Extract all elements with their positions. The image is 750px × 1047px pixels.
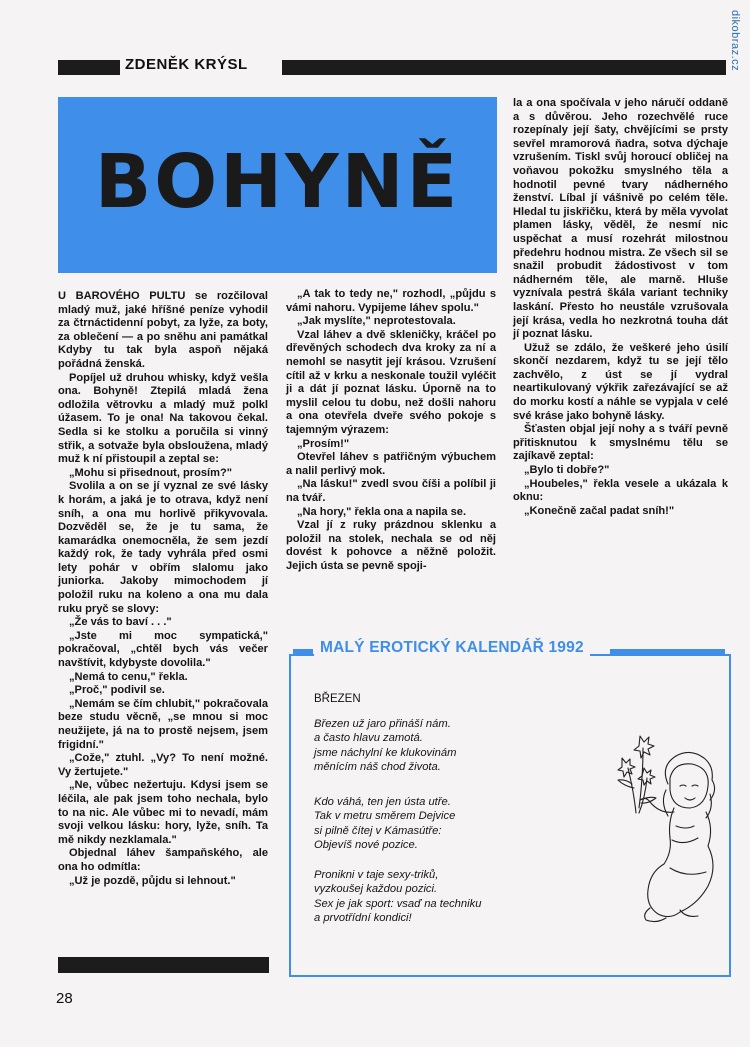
paragraph: „Nemá to cenu," řekla. bbox=[69, 670, 188, 683]
poem-line: Sex je jak sport: vsaď na techniku bbox=[314, 897, 482, 910]
poem-stanza-1 bbox=[314, 717, 544, 775]
paragraph: „Jste mi moc sympatická," pokračoval, „chtěl bych vás večer navštívit, kdybyste dovolila." bbox=[58, 629, 268, 670]
calendar-heading: MALÝ EROTICKÝ KALENDÁŘ 1992 bbox=[314, 639, 590, 657]
paragraph: „Že vás to baví . . ." bbox=[69, 616, 172, 629]
poem-line: měnícím náš chod života. bbox=[314, 761, 441, 774]
paragraph: U BAROVÉHO PULTU se rozčiloval mladý muž, jaké hříšné peníze vyhodil za čtrnáctidenní pobyt, za lyže, za boty, za oblečení — a po sněhu ani památkal Kdyby tu tak byla aspoň nějaká pořádná ženská. bbox=[58, 290, 268, 370]
paragraph: Vzal láhev a dvě skleničky, kráčel po dřevěných schodech dva kroky za ní a nemohl se nasytit její krásou. Vzrušení cítil až v krku a neskonale toužil vyléčit ji a dát jí poznat lásku. Úporně na to myslil celou tu dobu, než došli nahoru a ona otevřela dveře svého pokoje s tajemným výrazem: bbox=[286, 328, 496, 436]
article-column-3 bbox=[513, 97, 728, 518]
calendar-heading-rule bbox=[610, 649, 725, 654]
poem-line: a často hlavu zamotá. bbox=[314, 732, 423, 745]
poem-line: a prvotřídní kondici! bbox=[314, 912, 412, 925]
paragraph: la a ona spočívala v jeho náručí oddaně a s důvěrou. Jeho rozechvělé ruce rozepínaly její šaty, chvějícími se prsty sevřel mramorová ňadra, sotva dýchaje vzrušením. Tiskl svůj horoucí obličej na voňavou pokožku smyslného těla a hodnotil pevné tvary nádherného ženství. Líbal jí vášnivě po celém těle. Hledal tu jiskřičku, která by měla vyvolat plamen lásky, věděl, že nesmí nic uspěchat a musí rozehrát milostnou předehru hodnou mistra. Ze všech sil se snažil probudit žádostivost v tom nádherném těle, ale marně. Hluše vyznívala pestrá škála variant techniky laskání. Přesto ho neustále vzrušovala její krása, vedla ho nezkrotná touha dát jí poznat lásku. bbox=[513, 97, 728, 341]
paragraph: „Na lásku!" zvedl svou číši a políbil ji na tvář. bbox=[286, 478, 496, 504]
paragraph: „Prosím!" bbox=[297, 437, 350, 450]
paragraph: „Cože," ztuhl. „Vy? To není možné. Vy žertujete." bbox=[58, 752, 268, 778]
poem-stanza-3 bbox=[314, 868, 544, 926]
paragraph: Popíjel už druhou whisky, když vešla ona. Bohyně! Ztepilá mladá žena odložila větrovku a mladý muž polkl úžasem. To je ona! Na takovou čekal. Sedla si ke stolku a poručila si vinný střik, a sotvaže byla obsloužena, mladý muž k ní přistoupil a zeptal se: bbox=[58, 371, 268, 466]
poem-line: si pilně čítej v Kámasútře: bbox=[314, 824, 442, 837]
poem-line: Pronikni v taje sexy-triků, bbox=[314, 869, 439, 881]
poem-line: Březen už jaro přináší nám. bbox=[314, 718, 451, 730]
watermark: dikobraz.cz bbox=[729, 10, 741, 72]
paragraph: Užuž se zdálo, že veškeré jeho úsilí skončí nezdarem, když tu se její tělo zachvělo, z úst se jí vydral neartikulovaný výkřik zařezávající se až do morku kostí a náhle se vypjala v celé své kráse jako bohyně lásky. bbox=[513, 341, 728, 422]
paragraph: „Jak myslíte," neprotestovala. bbox=[297, 315, 456, 328]
poem-line: Objevíš nové pozice. bbox=[314, 839, 418, 852]
author-bar-left bbox=[58, 60, 120, 75]
paragraph: „Houbeles," řekla vesele a ukázala k oknu: bbox=[513, 477, 728, 504]
calendar-heading-rule bbox=[293, 649, 313, 654]
woman-illustration bbox=[610, 728, 718, 928]
article-title: BOHYNĚ bbox=[94, 139, 461, 225]
paragraph: Svolila a on se jí vyznal ze své lásky k horám, a jaká je to otrava, když není sníh, a ona mu horlivě přikyvovala. Dozvěděl se, že je tu sama, že kamarádka onemocněla, že sem jezdí každý rok, že tady vyhrála před osmi lety pohár v obřím slalomu jako juniorka. Jakoby mimochodem jí položil ruku na koleno a ona mu dala ruku pryč se slovy: bbox=[58, 480, 268, 615]
paragraph: „Ne, vůbec nežertuju. Kdysi jsem se léčila, ale pak jsem toho nechala, bylo to na nic. Ale vůbec mi to nevadí, mám svoji velkou lásku: hory, lyže, sníh. Ta mě nikdy nezklamala." bbox=[58, 779, 268, 846]
paragraph: „Konečně začal padat sníh!" bbox=[524, 504, 675, 517]
paragraph: Otevřel láhev s patřičným výbuchem a nalil perlivý mok. bbox=[286, 451, 496, 477]
paragraph: Objednal láhev šampaňského, ale ona ho odmítla: bbox=[58, 847, 268, 873]
article-column-2 bbox=[286, 288, 496, 573]
article-column-1 bbox=[58, 290, 268, 888]
paragraph: „Na hory," řekla ona a napila se. bbox=[297, 505, 467, 518]
poem-stanza-2 bbox=[314, 795, 544, 853]
paragraph: „Nemám se čím chlubit," pokračovala beze studu věcně, „se mnou si moc neužijete, já na to prostě nejsem, jsem frigidní." bbox=[58, 697, 268, 751]
author-bar-right bbox=[282, 60, 726, 75]
poem-line: jsme náchylní ke klukovinám bbox=[314, 746, 457, 759]
poem-line: vyzkoušej každou pozici. bbox=[314, 883, 438, 896]
paragraph: „Bylo ti dobře?" bbox=[524, 464, 610, 477]
poem-line: Kdo váhá, ten jen ústa utře. bbox=[314, 796, 451, 808]
bottom-bar bbox=[58, 957, 269, 973]
paragraph: „Proč," podivil se. bbox=[69, 684, 165, 697]
calendar-month: BŘEZEN bbox=[314, 693, 361, 705]
paragraph: „Už je pozdě, půjdu si lehnout." bbox=[69, 874, 236, 887]
paragraph: „A tak to tedy ne," rozhodl, „půjdu s vámi nahoru. Vypijeme láhev spolu." bbox=[286, 288, 496, 314]
page-number: 28 bbox=[56, 990, 73, 1007]
paragraph: „Mohu si přisednout, prosím?" bbox=[69, 466, 233, 479]
paragraph: Šťasten objal její nohy a s tváří pevně přitisknutou k smyslnému tělu se zajíkavě zeptal: bbox=[513, 423, 728, 463]
paragraph: Vzal jí z ruky prázdnou sklenku a položil na stolek, nechala se od něj dovést k pohovce a něžně položit. Jejich ústa se pevně spoji- bbox=[286, 519, 496, 572]
poem-line: Tak v metru směrem Dejvice bbox=[314, 810, 456, 823]
author-name: ZDENĚK KRÝSL bbox=[125, 56, 248, 73]
